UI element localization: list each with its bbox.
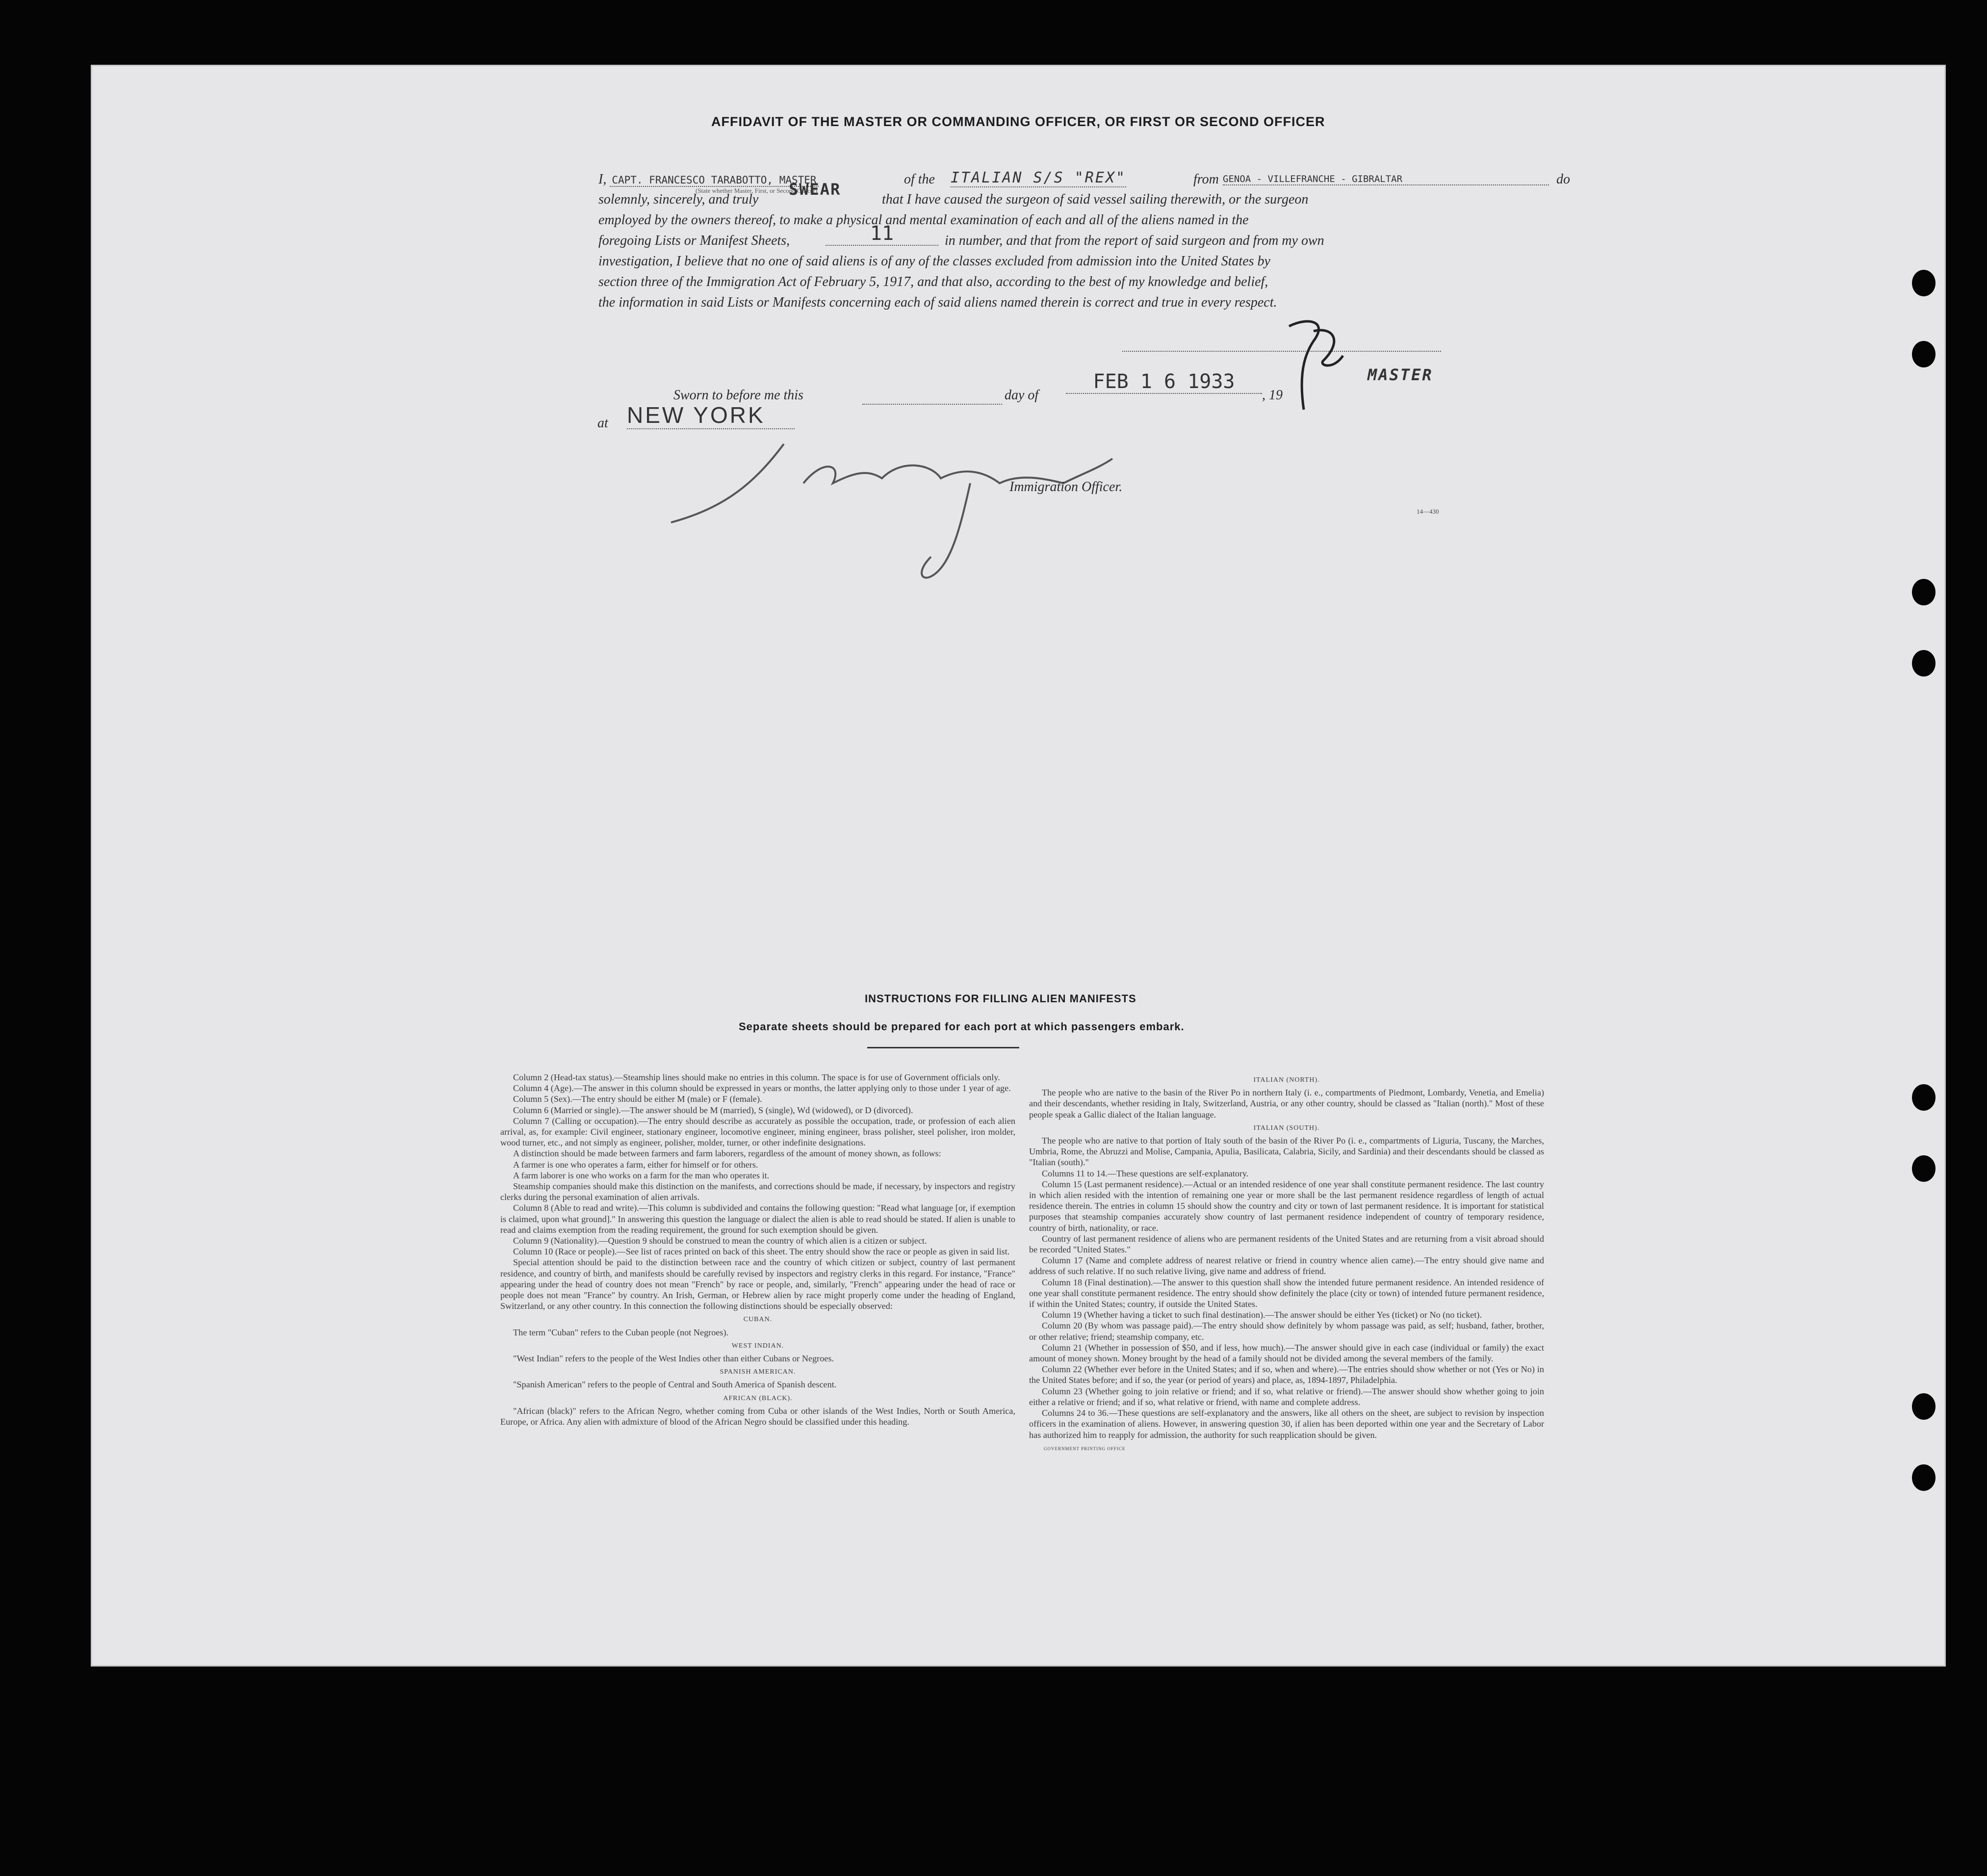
instr-left-8: A farm laborer is one who works on a farm for the man who operates it. [513, 1170, 770, 1180]
binder-hole [1912, 270, 1935, 296]
binder-hole [1912, 650, 1935, 677]
instr-left-3: Column 5 (Sex).—The entry should be either M (male) or F (female). [513, 1094, 762, 1104]
oath-type: SWEAR [789, 180, 841, 199]
spanish-american-heading: SPANISH AMERICAN. [720, 1368, 796, 1376]
instr-left-6: A distinction should be made between farmers and farm laborers, regardless of the amount of money shown, as follows: [513, 1148, 941, 1159]
instr-left-7: A farmer is one who operates a farm, either for himself or for others. [513, 1159, 758, 1170]
west-indian-text: "West Indian" refers to the people of the West Indies other than either Cubans or Negroes. [513, 1354, 834, 1364]
instr-right-5: Column 17 (Name and complete address of nearest relative or friend in country whence alien came).—The entry should give name and address of such relative. If no such relative living, give name and address of friend. [1029, 1255, 1544, 1277]
instr-right-11: Column 23 (Whether going to join relative or friend; and if so, what relative or friend).—The answer should show whether going to join either a relative or friend; and if so, what relative or friend, with name and complete address. [1029, 1386, 1544, 1407]
instr-left-13: Special attention should be paid to the distinction between race and the country of which citizen or subject, country of last permanent residence, and country of birth, and manifests should be carefully revised by inspectors and registry clerks in this regard. For instance, "France" appearing under the head of country does not mean "French" by race or people, and, similarly, "French" appearing under the head of race or people does not mean "France" by country. An Irish, German, or Hebrew alien by race might properly come under the heading of England, Switzerland, or any other country. In this connection the following distinctions should be especially observed: [500, 1257, 1015, 1311]
instr-right-6: Column 18 (Final destination).—The answer to this question shall show the intended future permanent residence. An intended residence of one year shall constitute permanent residence. The entry should show definitely the place (city or town) of intended future permanent residence, if within the United States; country, if outside the United States. [1029, 1277, 1544, 1309]
instr-left-12: Column 10 (Race or people).—See list of races printed on back of this sheet. The entry should show the race or people as given in said list. [513, 1247, 1010, 1257]
instr-right-9: Column 21 (Whether in possession of $50, and if less, how much).—The answer should give in each case (individual or family) the exact amount of money shown. Money brought by the head of a family should not be divided among the several members of the family. [1029, 1342, 1544, 1364]
instr-right-2: Columns 11 to 14.—These questions are self-explanatory. [1042, 1168, 1249, 1178]
instr-right-8: Column 20 (By whom was passage paid).—The entry should show definitely by whom passage was paid, as self; husband, father, brother, or other relative; friend; steamship company, etc. [1029, 1321, 1544, 1342]
binder-hole [1912, 1393, 1935, 1420]
instr-left-1: Column 2 (Head-tax status).—Steamship lines should make no entries in this column. The space is for use of Government officials only. [513, 1072, 1000, 1082]
binder-hole [1912, 341, 1935, 367]
form-number: 14—430 [1417, 508, 1439, 515]
instructions-rule [867, 1047, 1019, 1048]
officer-title: Immigration Officer. [1009, 479, 1123, 495]
printing-office-note: GOVERNMENT PRINTING OFFICE [1044, 1446, 1126, 1451]
sworn-day-line [862, 404, 1002, 405]
cuban-text: The term "Cuban" refers to the Cuban people (not Negroes). [513, 1327, 729, 1337]
vessel-name: ITALIAN S/S "REX" [951, 169, 1127, 186]
italian-south-heading: ITALIAN (SOUTH). [1253, 1124, 1320, 1132]
instr-left-11: Column 9 (Nationality).—Question 9 should be construed to mean the country of which alien is a citizen or subject. [513, 1236, 927, 1246]
sheet-count: 11 [826, 222, 938, 246]
instr-left-10: Column 8 (Able to read and write).—This column is subdivided and contains the following question: "Read what language [or, if exemption is claimed, upon what ground]." In answering this question the language or dialect the alien is able to read should be stated. If alien is unable to read and claims exemption from the reading requirement, the ground for such exemption should be given. [500, 1203, 1015, 1235]
officer-signature [656, 429, 1171, 606]
instr-right-10: Column 22 (Whether ever before in the United States; and if so, when and where).—The entries should show whether or not (Yes or No) in the United States before; and if so, the year (or period of years) and place, as, 1894-1897, Philadelphia. [1029, 1364, 1544, 1385]
master-signature [1269, 312, 1368, 419]
instructions-subtitle: Separate sheets should be prepared for each port at which passengers embark. [739, 1020, 1185, 1033]
master-title: MASTER [1368, 365, 1433, 384]
master-name: CAPT. FRANCESCO TARABOTTO, MASTER [610, 174, 818, 187]
place-stamp: NEW YORK [627, 402, 795, 429]
instr-left-5: Column 7 (Calling or occupation).—The entry should describe as accurately as possible the occupation, trade, or profession of each alien arrival, as, for example: Civil engineer, stationary engineer, locomotive engineer, mining engineer, brass polisher, steel polisher, iron molder, wood turner, etc., and not simply as engineer, polisher, molder, turner, or other indefinite designations. [500, 1116, 1015, 1148]
african-text: "African (black)" refers to the African Negro, whether coming from Cuba or other islands of the West Indies, North or South America, Europe, or Africa. Any alien with admixture of blood of the African Negro should be classified under this heading. [500, 1406, 1015, 1427]
date-stamp: FEB 1 6 1933 [1066, 370, 1262, 394]
affidavit-line-1: I, CAPT. FRANCESCO TARABOTTO, MASTER [598, 172, 819, 187]
manifest-page: AFFIDAVIT OF THE MASTER OR COMMANDING OFFICER, OR FIRST OR SECOND OFFICER I, CAPT. FRANCESCO TARABOTTO, MASTER of the ITALIAN S/S "REX" from GENOA - VILLEFRANCHE - GIBRALTAR do (State whether Master, First, or Second Officer) solemnly, sincerely, and truly SWEAR that I have caused the surgeon of said vessel sailing therewith, or the surgeon employed by the owners thereof, to make a physical and mental examination of each and all of the aliens named in the foregoing Lists or Manifest Sheets, 11 in number, and that from the report of said surgeon and from my own investigation, I believe that no one of said aliens is of any of the classes excluded from admission into the United States by section three of the Immigration Act of February 5, 1917, and that also, according to the best of my knowledge and belief, the information in said Lists or Manifests concerning each of said aliens named therein is correct and true in every respect. MASTER Sworn to before me this day of FEB 1 6 1933 , 19 at NEW YORK Immigration Officer. 14—430 INSTRUCTIONS FOR FILLING ALIEN MANIFESTS Separate sheets should be prepared for each port at which passengers embark. Column 2 (Head-tax status).—Steamship lines should make no entries in this column. The space is for use of Government officials only. Column 4 (Age).—The answer in this column should be expressed in years or months, the latter applying only to those under 1 year of age. Column 5 (Sex).—The entry should be either M (male) or F (female). Column 6 (Married or single).—The answer should be M (married), S (single), Wd (widowed), or D (divorced). Column 7 (Calling or occupation).—The entry should describe as accurately as possible the occupation, trade, or profession of each alien arrival, as, for example: Civil engineer, stationary engineer, locomotive engineer, mining engineer, brass polisher, steel polisher, iron molder, wood turner, etc., and not simply as engineer, polisher, molder, turner, or other indefinite designations. A distinction should be made between farmers and farm laborers, regardless of the amount of money shown, as follows: A farmer is one who operates a farm, either for himself or for others. A farm laborer is one who works on a farm for the man who operates it. Steamship companies should make this distinction on the manifests, and corrections should be made, if necessary, by inspectors and registry clerks during the personal examination of alien arrivals. Column 8 (Able to read and write).—This column is subdivided and contains the following question: "Read what language [or, if exemption is claimed, upon what ground]." In answering this question the language or dialect the alien is able to read should be stated. If alien is unable to read and claims exemption from the reading requirement, the ground for such exemption should be given. Column 9 (Nationality).—Question 9 should be construed to mean the country of which alien is a citizen or subject. Column 10 (Race or people).—See list of races printed on back of this sheet. The entry should show the race or people as given in said list. Special attention should be paid to the distinction between race and the country of which citizen or subject, country of last permanent residence, and country of birth, and manifests should be carefully revised by inspectors and registry clerks in this regard. For instance, "France" appearing under the head of country does not mean "French" by race or people, and, similarly, "French" appearing under the head of race or people does not mean "France" by country. An Irish, German, or Hebrew alien by race might properly come under the heading of England, Switzerland, or any other country. In this connection the following distinctions should be especially observed: CUBAN. The term "Cuban" refers to the Cuban people (not Negroes). WEST INDIAN. "West Indian" refers to the people of the West Indies other than either Cubans or Negroes. SPANISH AMERICAN. "Spanish American" refers to the people of Central and South America of Spanish descent. AFRICAN (BLACK). "African (black)" refers to the African Negro, whether coming from Cuba or other islands of the West Indies, North or South America, Europe, or Africa. Any alien with admixture of blood of the African Negro should be classified under this heading. ITALIAN (NORTH). The people who are native to the basin of the River Po in northern Italy (i. e., compartments of Piedmont, Lombardy, Venetia, and Emelia) and their descendants, whether residing in Italy, Switzerland, Austria, or any other country, should be classed as "Italian (north)." Most of these people speak a Gallic dialect of the Italian language. ITALIAN (SOUTH). The people who are native to that portion of Italy south of the basin of the River Po (i. e., compartments of Liguria, Tuscany, the Marches, Umbria, Rome, the Abruzzi and Molise, Campania, Apulia, Basilicata, Calabria, Sicily, and Sardinia) and their descendants should be classed as "Italian (south)." Columns 11 to 14.—These questions are self-explanatory. Column 15 (Last permanent residence).—Actual or an intended residence of one year shall constitute permanent residence. The last country in which alien resided with the intention of remaining one year or more shall be the last permanent residence regardless of length of actual residence therein. The entries in column 15 should show the country and city or town of last permanent residence. It is important for statistical purposes that steamship companies accurately show country of last permanent residence independent of country of temporary residence, country of birth, nationality, or race. Country of last permanent residence of aliens who are permanent residents of the United States and are returning from a visit abroad should be recorded "United States." Column 17 (Name and complete address of nearest relative or friend in country whence alien came).—The entry should give name and address of such relative. If no such relative living, give name and address of friend. Column 18 (Final destination).—The answer to this question shall show the intended future permanent residence. An intended residence of one year shall constitute permanent residence. The entry should show definitely the place (city or town) of intended future permanent residence, if within the United States; country, if outside the United States. Column 19 (Whether having a ticket to such final destination).—The answer should be either Yes (ticket) or No (no ticket). Column 20 (By whom was passage paid).—The entry should show definitely by whom passage was paid, as self; husband, father, brother, or other relative; friend; steamship company, etc. Column 21 (Whether in possession of $50, and if less, how much).—The answer should give in each case (individual or family) the exact amount of money shown. Money brought by the head of a family should not be divided among the several members of the family. Column 22 (Whether ever before in the United States; and if so, when and where).—The entries should show whether or not (Yes or No) in the United States before; and if so, the year (or period of years) and place, as, 1894-1897, Philadelphia. Column 23 (Whether going to join relative or friend; and if so, what relative or friend).—The answer should show whether going to join either a relative or friend; and if so, what relative or friend, with name and complete address. Columns 24 to 36.—These questions are self-explanatory and the answers, like all others on the sheet, are subject to revision by inspection officers in the examination of aliens. However, in answering question 30, if alien has been deported within one year and the Secretary of Labor has authorized him to reapply for admission, the authority for such reapplication should be given. GOVERNMENT PRINTING OFFICE [91, 65, 1946, 1667]
instr-right-1: The people who are native to that portion of Italy south of the basin of the River Po (i. e., compartments of Liguria, Tuscany, the Marches, Umbria, Rome, the Abruzzi and Molise, Campania, Apulia, Basilicata, Calabria, Sicily, and Sardinia) and their descendants should be classed as "Italian (south)." [1029, 1136, 1544, 1168]
officer-rank-note: (State whether Master, First, or Second Officer) [696, 187, 818, 194]
instr-right-3: Column 15 (Last permanent residence).—Actual or an intended residence of one year shall constitute permanent residence. The last country in which alien resided with the intention of remaining one year or more shall be the last permanent residence regardless of length of actual residence therein. The entries in column 15 should show the country and city or town of last permanent residence. It is important for statistical purposes that steamship companies accurately show country of last permanent residence independent of country of temporary residence, country of birth, nationality, or race. [1029, 1179, 1544, 1233]
italian-north-heading: ITALIAN (NORTH). [1253, 1076, 1320, 1084]
instr-left-9: Steamship companies should make this distinction on the manifests, and corrections should be made, if necessary, by inspectors and registry clerks during the personal examination of alien arrivals. [500, 1181, 1015, 1202]
cuban-heading: CUBAN. [743, 1316, 773, 1324]
instr-right-4: Country of last permanent residence of aliens who are permanent residents of the United States and are returning from a visit abroad should be recorded "United States." [1029, 1233, 1544, 1255]
binder-hole [1912, 579, 1935, 605]
binder-hole [1912, 1155, 1935, 1182]
instr-right-7: Column 19 (Whether having a ticket to such final destination).—The answer should be either Yes (ticket) or No (no ticket). [1042, 1310, 1482, 1320]
instr-right-12: Columns 24 to 36.—These questions are self-explanatory and the answers, like all others on the sheet, are subject to revision by inspection officers in the examination of aliens. However, in answering question 30, if alien has been deported within one year and the Secretary of Labor has authorized him to reapply for admission, the authority for such reapplication should be given. [1029, 1408, 1544, 1440]
instructions-right-column [1029, 1072, 1544, 1456]
instr-left-2: Column 4 (Age).—The answer in this column should be expressed in years or months, the latter applying only to those under 1 year of age. [513, 1083, 1011, 1094]
spanish-american-text: "Spanish American" refers to the people of Central and South America of Spanish descent. [513, 1380, 837, 1390]
west-indian-heading: WEST INDIAN. [731, 1342, 784, 1350]
departure-ports: GENOA - VILLEFRANCHE - GIBRALTAR [1223, 174, 1549, 185]
african-heading: AFRICAN (BLACK). [723, 1394, 793, 1402]
binder-hole [1912, 1464, 1935, 1491]
italian-north-text: The people who are native to the basin of the River Po in northern Italy (i. e., compartments of Piedmont, Lombardy, Venetia, and Emelia) and their descendants, whether residing in Italy, Switzerland, Austria, or any other country, should be classed as "Italian (north)." Most of these people speak a Gallic dialect of the Italian language. [1029, 1088, 1544, 1120]
instr-left-4: Column 6 (Married or single).—The answer should be M (married), S (single), Wd (widowed), or D (divorced). [513, 1105, 913, 1115]
affidavit-title: AFFIDAVIT OF THE MASTER OR COMMANDING OFFICER, OR FIRST OR SECOND OFFICER [711, 114, 1325, 129]
instructions-title: INSTRUCTIONS FOR FILLING ALIEN MANIFESTS [865, 992, 1136, 1005]
binder-hole [1912, 1084, 1935, 1111]
instructions-left-column [500, 1072, 1015, 1427]
